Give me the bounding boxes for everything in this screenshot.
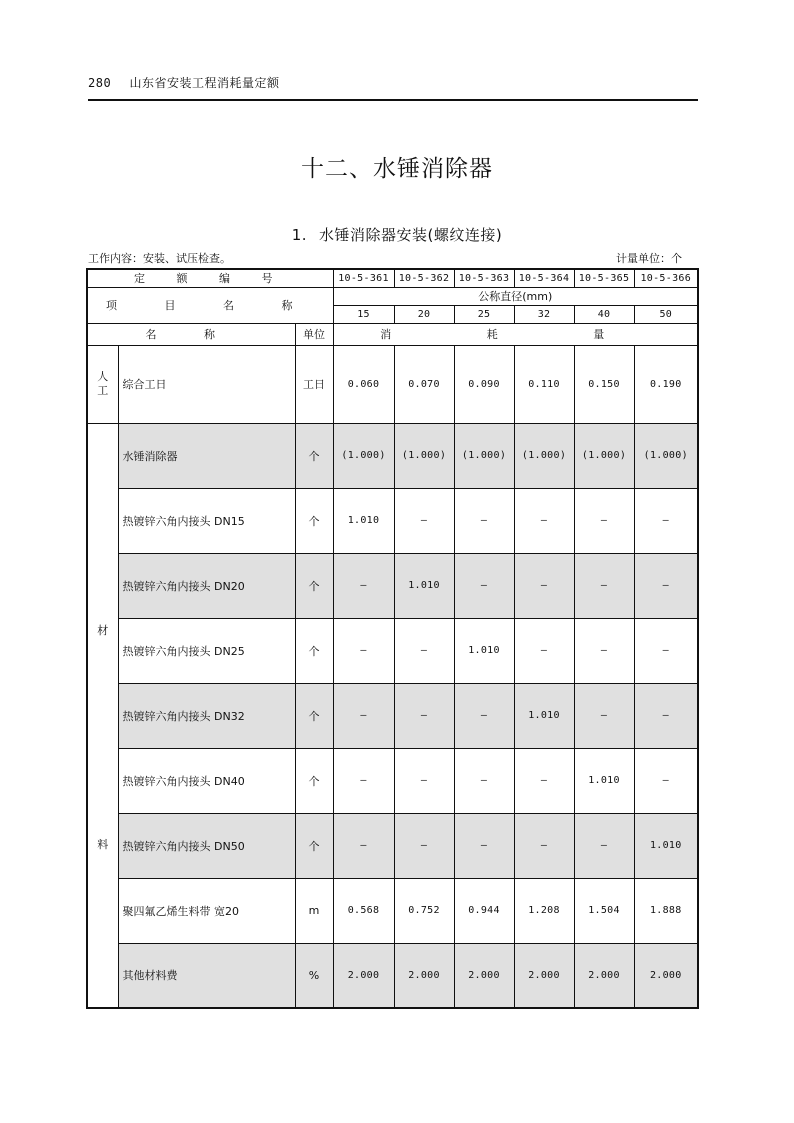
material-unit: 个 — [295, 618, 333, 683]
material-value: — — [634, 748, 698, 813]
material-name: 聚四氟乙烯生料带 宽20 — [118, 878, 295, 943]
material-value: — — [514, 748, 574, 813]
quota-code: 10-5-362 — [394, 269, 454, 287]
material-value: (1.000) — [514, 423, 574, 488]
material-value: — — [454, 553, 514, 618]
material-value: — — [634, 488, 698, 553]
material-value: — — [514, 553, 574, 618]
material-value: — — [574, 553, 634, 618]
quota-table — [86, 268, 699, 1009]
labor-value: 0.190 — [634, 345, 698, 423]
labor-row — [87, 345, 698, 423]
running-header — [88, 74, 698, 94]
material-value: — — [634, 553, 698, 618]
labor-value: 0.150 — [574, 345, 634, 423]
material-row — [87, 748, 698, 813]
material-value: (1.000) — [454, 423, 514, 488]
material-value: — — [394, 683, 454, 748]
diameter-value: 25 — [454, 305, 514, 323]
material-name: 水锤消除器 — [118, 423, 295, 488]
material-name: 热镀锌六角内接头 DN50 — [118, 813, 295, 878]
material-value: — — [333, 683, 394, 748]
diameter-value: 15 — [333, 305, 394, 323]
labor-value: 0.060 — [333, 345, 394, 423]
quota-code-row — [87, 269, 698, 287]
material-unit: 个 — [295, 748, 333, 813]
unit-note: 计量单位：个 — [616, 252, 682, 265]
material-value: 1.504 — [574, 878, 634, 943]
material-value: — — [574, 813, 634, 878]
material-value: 1.010 — [454, 618, 514, 683]
quota-code: 10-5-365 — [574, 269, 634, 287]
material-value: 0.568 — [333, 878, 394, 943]
material-value: (1.000) — [394, 423, 454, 488]
material-row — [87, 943, 698, 1008]
material-name: 热镀锌六角内接头 DN25 — [118, 618, 295, 683]
material-name: 热镀锌六角内接头 DN32 — [118, 683, 295, 748]
diameter-label-row — [87, 287, 698, 305]
labor-unit: 工日 — [295, 345, 333, 423]
material-value: — — [394, 813, 454, 878]
diameter-value: 32 — [514, 305, 574, 323]
material-value: 1.010 — [394, 553, 454, 618]
material-name: 热镀锌六角内接头 DN40 — [118, 748, 295, 813]
material-value: — — [454, 683, 514, 748]
material-unit: 个 — [295, 423, 333, 488]
labor-category: 人 工 — [87, 345, 118, 423]
material-value: — — [454, 813, 514, 878]
material-value: 2.000 — [333, 943, 394, 1008]
material-value: 2.000 — [514, 943, 574, 1008]
material-unit: 个 — [295, 813, 333, 878]
quota-code: 10-5-364 — [514, 269, 574, 287]
material-value: 2.000 — [454, 943, 514, 1008]
column-header-row — [87, 323, 698, 345]
material-value: — — [394, 488, 454, 553]
material-value: — — [574, 683, 634, 748]
material-value: — — [333, 813, 394, 878]
diameter-value: 40 — [574, 305, 634, 323]
material-value: 1.010 — [514, 683, 574, 748]
material-unit: 个 — [295, 553, 333, 618]
quota-code: 10-5-366 — [634, 269, 698, 287]
material-value: 1.888 — [634, 878, 698, 943]
section-number: 1. — [291, 226, 308, 244]
material-name: 其他材料费 — [118, 943, 295, 1008]
diameter-value: 20 — [394, 305, 454, 323]
material-value: (1.000) — [333, 423, 394, 488]
work-content: 工作内容：安装、试压检查。 — [88, 252, 231, 265]
col-name-header: 名 称 — [87, 323, 295, 345]
material-name: 热镀锌六角内接头 DN15 — [118, 488, 295, 553]
material-name: 热镀锌六角内接头 DN20 — [118, 553, 295, 618]
labor-value: 0.110 — [514, 345, 574, 423]
quota-code-label: 定 额 编 号 — [87, 269, 333, 287]
labor-value: 0.070 — [394, 345, 454, 423]
labor-value: 0.090 — [454, 345, 514, 423]
section-heading — [0, 224, 794, 245]
section-title: 水锤消除器安装(螺纹连接) — [319, 226, 503, 244]
material-unit: % — [295, 943, 333, 1008]
book-title: 山东省安装工程消耗量定额 — [129, 76, 280, 90]
material-value: — — [454, 748, 514, 813]
material-unit: 个 — [295, 488, 333, 553]
material-value: — — [394, 748, 454, 813]
material-value: 1.208 — [514, 878, 574, 943]
diameter-label: 公称直径(mm) — [333, 287, 698, 305]
material-value: 1.010 — [634, 813, 698, 878]
material-value: 2.000 — [574, 943, 634, 1008]
material-value: (1.000) — [634, 423, 698, 488]
material-row — [87, 618, 698, 683]
material-value: — — [514, 618, 574, 683]
quota-code: 10-5-363 — [454, 269, 514, 287]
material-row — [87, 423, 698, 488]
material-value: — — [394, 618, 454, 683]
chapter-title: 十二、水锤消除器 — [301, 156, 493, 182]
material-value: — — [333, 553, 394, 618]
material-value: 1.010 — [574, 748, 634, 813]
materials-category: 材 料 — [87, 423, 118, 1008]
material-unit: m — [295, 878, 333, 943]
material-row — [87, 683, 698, 748]
header-rule — [88, 99, 698, 101]
col-consumption-header: 消 耗 量 — [333, 323, 698, 345]
material-value: — — [333, 618, 394, 683]
material-value: — — [333, 748, 394, 813]
material-value: — — [634, 618, 698, 683]
labor-name: 综合工日 — [118, 345, 295, 423]
material-value: — — [634, 683, 698, 748]
material-row — [87, 878, 698, 943]
page-number: 280 — [88, 76, 112, 90]
material-unit: 个 — [295, 683, 333, 748]
material-value: 1.010 — [333, 488, 394, 553]
material-row — [87, 488, 698, 553]
material-value: 0.752 — [394, 878, 454, 943]
material-value: — — [454, 488, 514, 553]
item-name-label: 项 目 名 称 — [87, 287, 333, 323]
material-value: — — [574, 488, 634, 553]
material-value: (1.000) — [574, 423, 634, 488]
material-value: — — [514, 488, 574, 553]
material-value: 2.000 — [634, 943, 698, 1008]
diameter-value: 50 — [634, 305, 698, 323]
material-value: — — [514, 813, 574, 878]
material-value: — — [574, 618, 634, 683]
col-unit-header: 单位 — [295, 323, 333, 345]
material-row — [87, 813, 698, 878]
quota-code: 10-5-361 — [333, 269, 394, 287]
material-row — [87, 553, 698, 618]
material-value: 0.944 — [454, 878, 514, 943]
material-value: 2.000 — [394, 943, 454, 1008]
